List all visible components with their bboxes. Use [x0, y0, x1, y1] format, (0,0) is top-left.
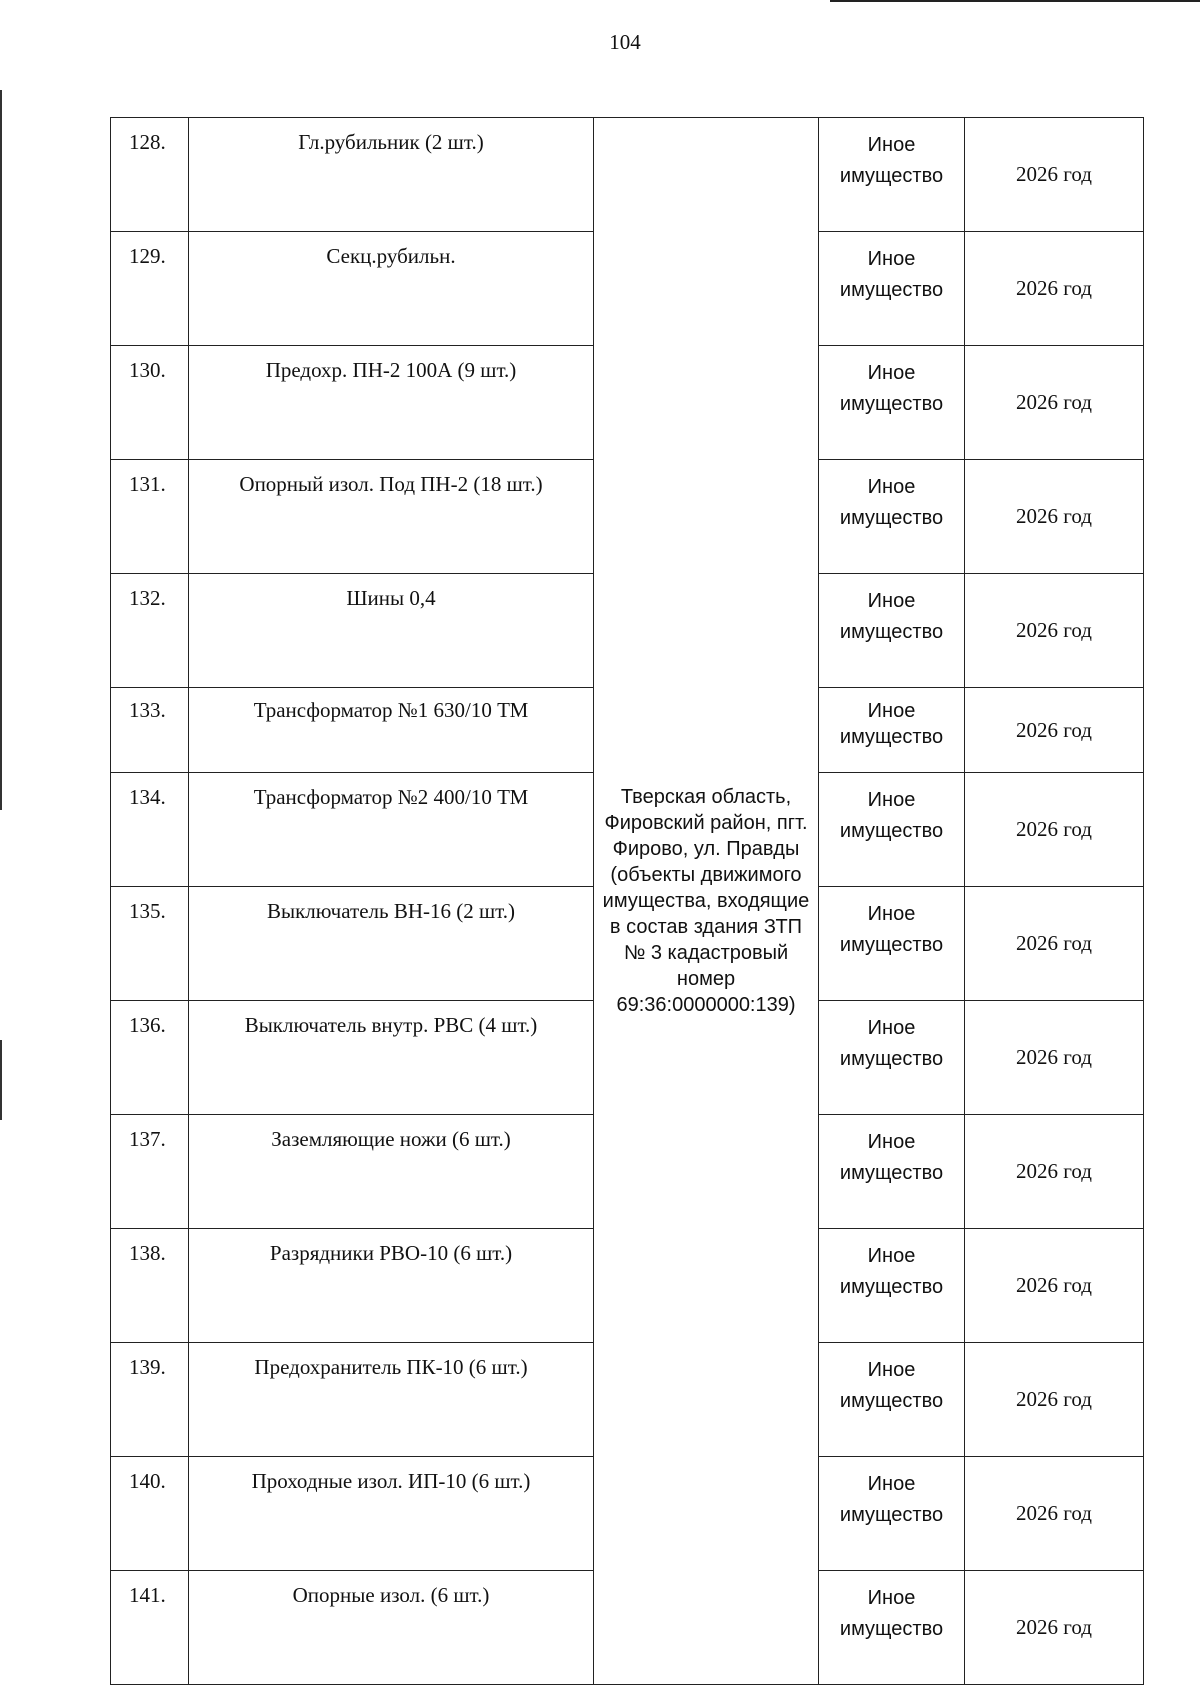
- row-number: 137.: [111, 1115, 189, 1229]
- row-number: 130.: [111, 346, 189, 460]
- item-name: Опорные изол. (6 шт.): [189, 1571, 594, 1685]
- privatization-year: 2026 год: [965, 887, 1144, 1001]
- privatization-year: 2026 год: [965, 688, 1144, 773]
- privatization-year: 2026 год: [965, 1457, 1144, 1571]
- property-type: Иное имущество: [819, 118, 965, 232]
- property-type: Иное имущество: [819, 1457, 965, 1571]
- item-name: Выключатель внутр. РВС (4 шт.): [189, 1001, 594, 1115]
- table-row: [111, 118, 1144, 232]
- property-type: Иное имущество: [819, 574, 965, 688]
- scan-edge-left: [0, 1040, 2, 1120]
- row-number: 138.: [111, 1229, 189, 1343]
- privatization-year: 2026 год: [965, 1115, 1144, 1229]
- privatization-year: 2026 год: [965, 346, 1144, 460]
- privatization-year: 2026 год: [965, 460, 1144, 574]
- item-name: Трансформатор №1 630/10 ТМ: [189, 688, 594, 773]
- row-number: 129.: [111, 232, 189, 346]
- item-name: Проходные изол. ИП-10 (6 шт.): [189, 1457, 594, 1571]
- item-name: Предохр. ПН-2 100А (9 шт.): [189, 346, 594, 460]
- property-type: Иное имущество: [819, 1229, 965, 1343]
- row-number: 139.: [111, 1343, 189, 1457]
- property-type: Иное имущество: [819, 1001, 965, 1115]
- property-type: Иное имущество: [819, 1343, 965, 1457]
- row-number: 141.: [111, 1571, 189, 1685]
- row-number: 134.: [111, 773, 189, 887]
- privatization-year: 2026 год: [965, 1571, 1144, 1685]
- privatization-year: 2026 год: [965, 1229, 1144, 1343]
- property-type: Иное имущество: [819, 887, 965, 1001]
- privatization-year: 2026 год: [965, 1343, 1144, 1457]
- row-number: 132.: [111, 574, 189, 688]
- item-name: Опорный изол. Под ПН-2 (18 шт.): [189, 460, 594, 574]
- privatization-year: 2026 год: [965, 118, 1144, 232]
- privatization-year: 2026 год: [965, 1001, 1144, 1115]
- property-type: Иное имущество: [819, 1115, 965, 1229]
- privatization-year: 2026 год: [965, 574, 1144, 688]
- item-name: Заземляющие ножи (6 шт.): [189, 1115, 594, 1229]
- property-type: Иное имущество: [819, 232, 965, 346]
- scan-border-top: [830, 0, 1200, 2]
- scan-edge-left: [0, 90, 2, 810]
- row-number: 133.: [111, 688, 189, 773]
- row-number: 136.: [111, 1001, 189, 1115]
- item-name: Трансформатор №2 400/10 ТМ: [189, 773, 594, 887]
- privatization-year: 2026 год: [965, 232, 1144, 346]
- item-name: Выключатель ВН-16 (2 шт.): [189, 887, 594, 1001]
- property-type: Иное имущество: [819, 460, 965, 574]
- item-name: Предохранитель ПК-10 (6 шт.): [189, 1343, 594, 1457]
- page-number: 104: [609, 30, 641, 54]
- item-name: Разрядники РВО-10 (6 шт.): [189, 1229, 594, 1343]
- row-number: 140.: [111, 1457, 189, 1571]
- row-number: 131.: [111, 460, 189, 574]
- item-name: Секц.рубильн.: [189, 232, 594, 346]
- property-type: Иное имущество: [819, 773, 965, 887]
- item-name: Гл.рубильник (2 шт.): [189, 118, 594, 232]
- row-number: 135.: [111, 887, 189, 1001]
- property-type: Иное имущество: [819, 688, 965, 773]
- property-type: Иное имущество: [819, 346, 965, 460]
- item-name: Шины 0,4: [189, 574, 594, 688]
- privatization-year: 2026 год: [965, 773, 1144, 887]
- property-type: Иное имущество: [819, 1571, 965, 1685]
- property-table: [110, 117, 1144, 1685]
- address-cell: Тверская область, Фировский район, пгт. Фирово, ул. Правды (объекты движимого имущества, входящие в состав здания ЗТП № 3 кадастровый номер 69:36:0000000:139): [594, 118, 819, 1685]
- row-number: 128.: [111, 118, 189, 232]
